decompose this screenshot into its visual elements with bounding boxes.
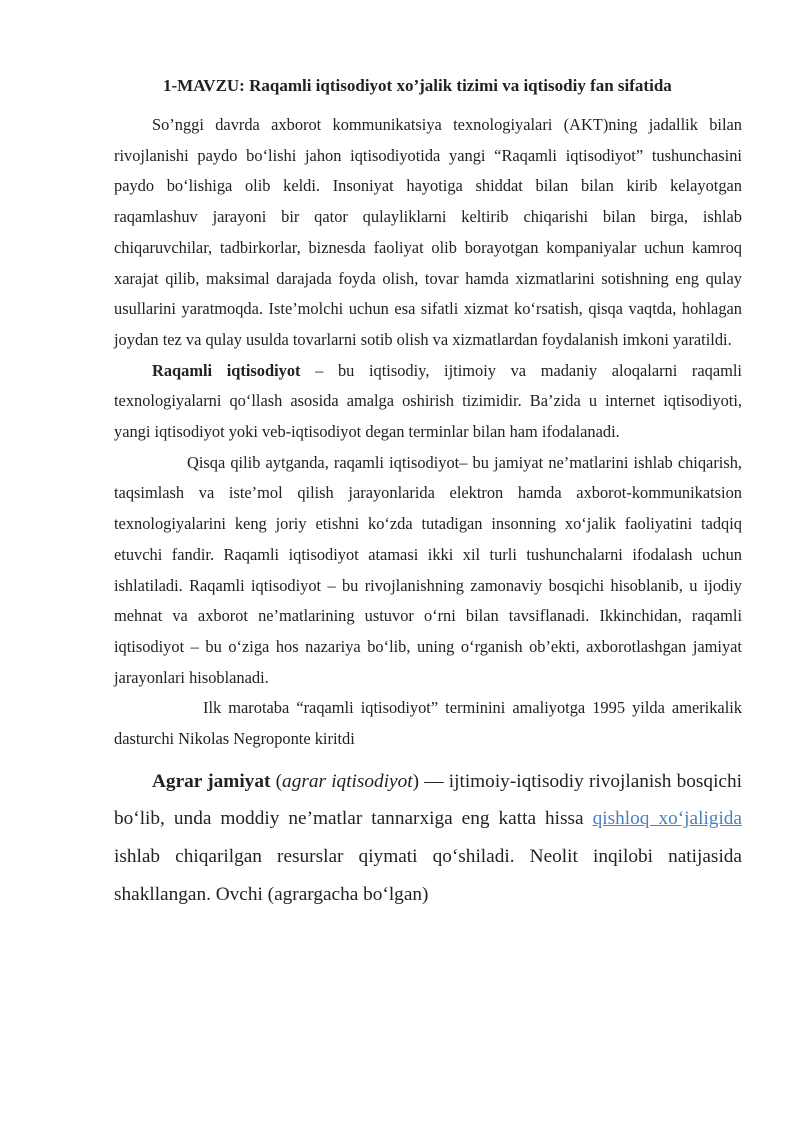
link-qishloq-xojaligi[interactable]: qishloq xo‘jaligida (592, 808, 742, 830)
term-agrar-jamiyat: Agrar jamiyat (152, 770, 271, 792)
page-title: 1-MAVZU: Raqamli iqtisodiyot xo’jalik tizimi va iqtisodiy fan sifatida (163, 76, 672, 95)
paragraph-definition (114, 356, 742, 448)
paragraph-summary: Qisqa qilib aytganda, raqamli iqtisodiyot– bu jamiyat ne’matlarini ishlab chiqarish, taqsimlash va iste’mol qilish jarayonlarida elektron hamda axborot-kommunikatsion texnologiyalarini keng joriy etishni ko‘zda tutadigan insonning xo‘jalik faoliyatini tadqiq etuvchi fandir. Raqamli iqtisodiyot atamasi ikki xil turli tushunchalarni ifodalash uchun ishlatiladi. Raqamli iqtisodiyot – bu rivojlanishning zamonaviy bosqichi hisoblanib, u ijodiy mehnat va axborot ne’matlarining ustuvor o‘rni bilan tavsiflanadi. Ikkinchidan, raqamli iqtisodiyot – bu o‘ziga hos nazariya bo‘lib, uning o‘rganish ob’ekti, axborotlashgan jamiyat jarayonlari hisoblanadi. (114, 452, 742, 687)
agrar-continuation-text: ishlab chiqarilgan resurslar qiymati qo‘shiladi. Neolit inqilobi natijasida shakllangan. Ovchi (agrargacha bo‘lgan) (114, 845, 742, 905)
term-raqamli-iqtisodiyot: Raqamli iqtisodiyot (152, 360, 301, 380)
term-agrar-iqtisodiyot: agrar iqtisodiyot (282, 770, 413, 792)
paragraph-agrar (114, 763, 742, 913)
paragraph-history: Ilk marotaba “raqamli iqtisodiyot” terminini amaliyotga 1995 yilda amerikalik dasturchi Nikolas Negroponte kiritdi (114, 698, 742, 749)
agrar-definition-text: ) — ijtimoiy-iqtisodiy rivojlanish bosqichi bo‘lib, unda moddiy ne’matlar tannarxiga eng katta hissa (114, 770, 742, 830)
paragraph-intro: So’nggi davrda axborot kommunikatsiya texnologiyalari (AKT)ning jadallik bilan rivojlanishi paydo bo‘lishi jahon iqtisodiyotida yangi “Raqamli iqtisodiyot” tushunchasini paydo bo‘lishiga olib keldi. Insoniyat hayotiga shiddat bilan bilan kirib kelayotgan raqamlashuv jarayoni bir qator qulayliklarni keltirib chiqarishi bilan birga, ishlab chiqaruvchilar, tadbirkorlar, biznesda faoliyat olib borayotgan kompaniyalar uchun kamroq xarajat qilib, maksimal darajada foyda olish, tovar hamda xizmatlarini sotishning eng qulay usullarini yaratmoqda. Iste’molchi uchun esa sifatli xizmat ko‘rsatish, qisqa vaqtda, hohlagan joydan tez va qulay usulda tovarlarni sotib olish va xizmatlardan foydalanish imkoni yaratildi. (114, 115, 742, 349)
document-page (114, 70, 742, 913)
definition-text: – bu iqtisodiy, ijtimoiy va madaniy aloqalarni raqamli texnologiyalarni qo‘llash asosida amalga oshirish tizimidir. Ba’zida u internet iqtisodiyoti, yangi iqtisodiyot yoki veb-iqtisodiyot degan terminlar bilan ham ifodalanadi. (114, 360, 742, 442)
agrar-open-paren: ( (270, 770, 283, 792)
